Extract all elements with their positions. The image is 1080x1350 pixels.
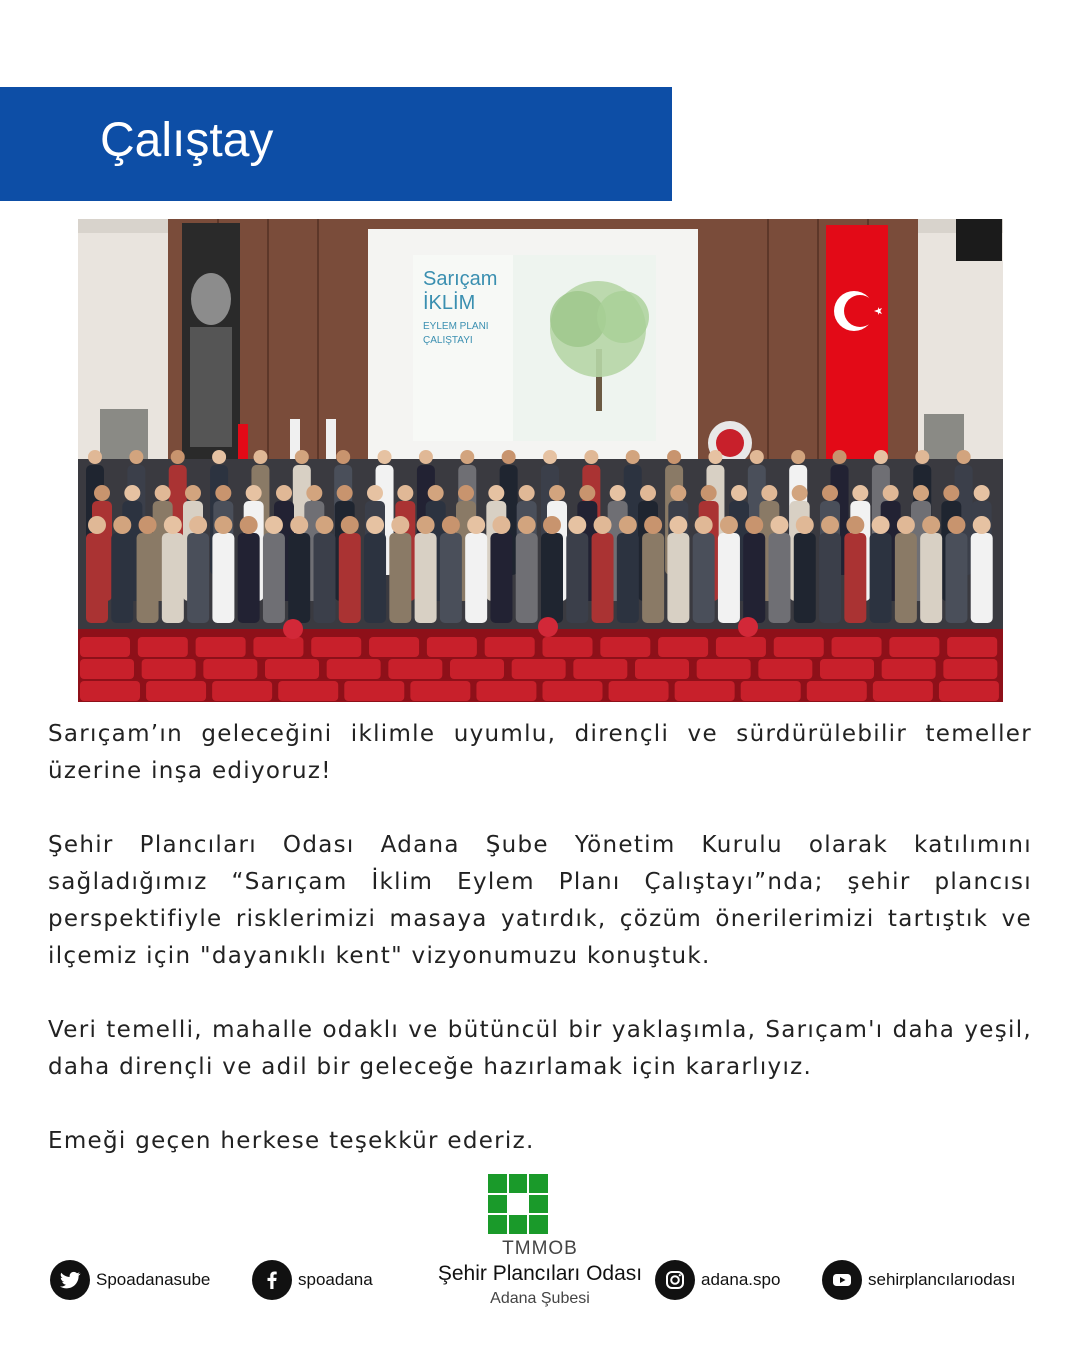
paragraph-vision: Veri temelli, mahalle odaklı ve bütüncül bir yaklaşımla, Sarıçam'ı daha yeşil, daha dirençli ve adil bir geleceğe hazırlamak için kararlıyız. (48, 1017, 1032, 1080)
attendee-head (88, 516, 106, 534)
attendee-head (212, 450, 226, 464)
attendee-head (467, 516, 485, 534)
auditorium-seat (758, 659, 812, 679)
attendee-head (94, 485, 110, 501)
attendee-figure (111, 533, 133, 623)
attendee-figure (895, 533, 917, 623)
attendee-figure (238, 533, 260, 623)
attendee-head (833, 450, 847, 464)
attendee-figure (339, 533, 361, 623)
attendee-head (139, 516, 157, 534)
auditorium-seat (203, 659, 257, 679)
attendee-figure (870, 533, 892, 623)
auditorium-seat (253, 637, 303, 657)
auditorium-seat (943, 659, 997, 679)
attendee-head (669, 516, 687, 534)
attendee-figure (769, 533, 791, 623)
twitter-link[interactable] (50, 1260, 210, 1300)
attendee-figure (718, 533, 740, 623)
twitter-handle: Spoadanasube (96, 1270, 211, 1289)
auditorium-seat (635, 659, 689, 679)
attendee-head (701, 485, 717, 501)
auditorium-seat (311, 637, 361, 657)
auditorium-seat (807, 681, 867, 701)
attendee-head (796, 516, 814, 534)
attendee-head (214, 516, 232, 534)
attendee-head (872, 516, 890, 534)
youtube-handle: sehirplancılarıodası (868, 1270, 1016, 1289)
auditorium-seat (410, 681, 470, 701)
auditorium-seat (142, 659, 196, 679)
attendee-figure (693, 533, 715, 623)
attendee-head (458, 485, 474, 501)
twitter-icon (50, 1260, 90, 1300)
attendee-head (695, 516, 713, 534)
attendee-head (442, 516, 460, 534)
attendee-head (164, 516, 182, 534)
auditorium-seat (820, 659, 874, 679)
attendee-head (670, 485, 686, 501)
attendee-figure (541, 533, 563, 623)
attendee-figure (187, 533, 209, 623)
attendee-head (667, 450, 681, 464)
page-title: Çalıştay (100, 114, 274, 167)
paragraph-participation: Şehir Plancıları Odası Adana Şube Yönetim Kurulu olarak katılımını sağladığımız “Sarıçam İklim Eylem Planı Çalıştayı”nda; şehir plancısı perspektifiyle risklerimizi masaya yatırdık, çözüm önerilerimizi tartıştık ve ilçemiz için "dayanıklı kent" vizyonumuzu konuştuk. (48, 832, 1032, 969)
attendee-head (518, 516, 536, 534)
attendee-head (366, 516, 384, 534)
auditorium-seat (80, 659, 134, 679)
attendee-head (492, 516, 510, 534)
auditorium-seat (600, 637, 650, 657)
logo-chamber-name: Şehir Plancıları Odası (437, 1262, 643, 1285)
auditorium-seat (327, 659, 381, 679)
attendee-figure (137, 533, 159, 623)
attendee-head (822, 485, 838, 501)
youtube-icon (822, 1260, 862, 1300)
facebook-icon (252, 1260, 292, 1300)
attendee-figure (415, 533, 437, 623)
attendee-figure (667, 533, 689, 623)
attendee-head (761, 485, 777, 501)
attendee-head (579, 485, 595, 501)
attendee-figure (212, 533, 234, 623)
instagram-handle: adana.spo (701, 1270, 781, 1289)
logo-tmmob: TMMOB (502, 1238, 578, 1259)
attendee-head (846, 516, 864, 534)
attendee-head (367, 485, 383, 501)
attendee-head (336, 450, 350, 464)
auditorium-seat (196, 637, 246, 657)
attendee-head (124, 485, 140, 501)
attendee-head (594, 516, 612, 534)
auditorium-seat (774, 637, 824, 657)
screen-title-3: EYLEM PLANI (423, 321, 489, 332)
attendee-figure (971, 533, 993, 623)
auditorium-seat (543, 637, 593, 657)
auditorium-seat (889, 637, 939, 657)
attendee-head (973, 516, 991, 534)
attendee-head (253, 450, 267, 464)
group-photo-illustration (78, 219, 1003, 702)
attendee-head (771, 516, 789, 534)
screen-title-4: ÇALIŞTAYI (423, 335, 473, 346)
turkish-flag (826, 225, 888, 475)
attendee-figure (945, 533, 967, 623)
screen-title-2: İKLİM (423, 292, 476, 314)
attendee-head (644, 516, 662, 534)
attendee-figure (465, 533, 487, 623)
auditorium-seat (388, 659, 442, 679)
title-banner (0, 87, 672, 201)
auditorium-seat (716, 637, 766, 657)
attendee-figure (314, 533, 336, 623)
attendee-head (306, 485, 322, 501)
auditorium-seat (873, 681, 933, 701)
attendee-head (129, 450, 143, 464)
attendee-head (88, 450, 102, 464)
auditorium-seat (939, 681, 999, 701)
attendee-head (568, 516, 586, 534)
auditorium-seat (882, 659, 936, 679)
auditorium-seat (476, 681, 536, 701)
attendee-figure (794, 533, 816, 623)
attendee-figure (566, 533, 588, 623)
youtube-link[interactable] (822, 1260, 1015, 1300)
instagram-icon (655, 1260, 695, 1300)
attendee-figure (516, 533, 538, 623)
attendee-head (290, 516, 308, 534)
auditorium-seat (80, 681, 140, 701)
attendee-figure (819, 533, 841, 623)
attendee-figure (592, 533, 614, 623)
attendee-head (791, 450, 805, 464)
auditorium-seat (832, 637, 882, 657)
attendee-head (189, 516, 207, 534)
attendee-head (391, 516, 409, 534)
auditorium-seat (212, 681, 272, 701)
attendee-head (897, 516, 915, 534)
attendee-head (460, 450, 474, 464)
attendee-figure (642, 533, 664, 623)
attendee-figure (440, 533, 462, 623)
attendee-head (171, 450, 185, 464)
attendee-figure (617, 533, 639, 623)
auditorium-seat (146, 681, 206, 701)
auditorium-seat (573, 659, 627, 679)
attendee-head (821, 516, 839, 534)
instagram-link[interactable] (655, 1260, 780, 1300)
attendee-head (316, 516, 334, 534)
attendee-head (943, 485, 959, 501)
auditorium-seat (485, 637, 535, 657)
attendee-head (915, 450, 929, 464)
attendee-head (397, 485, 413, 501)
auditorium-seat (675, 681, 735, 701)
attendee-head (947, 516, 965, 534)
attendee-head (974, 485, 990, 501)
attendee-head (155, 485, 171, 501)
attendee-figure (389, 533, 411, 623)
attendee-head (185, 485, 201, 501)
attendee-head (750, 450, 764, 464)
attendee-head (341, 516, 359, 534)
attendee-figure (844, 533, 866, 623)
spo-logo-icon (488, 1174, 548, 1234)
logo-branch: Adana Şubesi (490, 1290, 590, 1307)
attendee-head (543, 450, 557, 464)
attendee-head (519, 485, 535, 501)
attendee-head (113, 516, 131, 534)
auditorium-seat (278, 681, 338, 701)
attendee-head (276, 485, 292, 501)
facebook-link[interactable] (252, 1260, 373, 1300)
attendee-head (543, 516, 561, 534)
attendee-head (922, 516, 940, 534)
attendee-head (549, 485, 565, 501)
attendee-head (610, 485, 626, 501)
auditorium-seat (512, 659, 566, 679)
auditorium-seat (697, 659, 751, 679)
footer (0, 1170, 1080, 1350)
auditorium-seat (344, 681, 404, 701)
post-body (48, 716, 1032, 1197)
attendee-head (215, 485, 231, 501)
paragraph-intro: Sarıçam’ın geleceğini iklimle uyumlu, dirençli ve sürdürülebilir temeller üzerine inşa ediyoruz! (48, 721, 1032, 784)
auditorium-seat (658, 637, 708, 657)
attendee-head (731, 485, 747, 501)
attendee-head (852, 485, 868, 501)
attendee-head (246, 485, 262, 501)
attendee-head (419, 450, 433, 464)
attendee-figure (288, 533, 310, 623)
attendee-head (619, 516, 637, 534)
attendee-figure (490, 533, 512, 623)
attendee-figure (920, 533, 942, 623)
facebook-handle: spoadana (298, 1270, 373, 1289)
attendee-head (265, 516, 283, 534)
attendee-head (745, 516, 763, 534)
auditorium-seat (609, 681, 669, 701)
attendee-head (792, 485, 808, 501)
attendee-figure (364, 533, 386, 623)
auditorium-seat (741, 681, 801, 701)
attendee-head (240, 516, 258, 534)
attendee-figure (743, 533, 765, 623)
attendee-figure (86, 533, 108, 623)
attendee-head (720, 516, 738, 534)
attendee-head (913, 485, 929, 501)
attendee-head (295, 450, 309, 464)
attendee-head (883, 485, 899, 501)
attendee-head (488, 485, 504, 501)
paragraph-thanks: Emeği geçen herkese teşekkür ederiz. (48, 1128, 535, 1154)
attendee-head (957, 450, 971, 464)
attendee-head (874, 450, 888, 464)
attendee-head (640, 485, 656, 501)
auditorium-seat (543, 681, 603, 701)
auditorium-seat (80, 637, 130, 657)
auditorium-seat (450, 659, 504, 679)
attendee-figure (162, 533, 184, 623)
attendee-head (502, 450, 516, 464)
attendee-head (417, 516, 435, 534)
attendee-head (584, 450, 598, 464)
attendee-figure (263, 533, 285, 623)
attendee-head (337, 485, 353, 501)
auditorium-seat (947, 637, 997, 657)
screen-title-1: Sarıçam (423, 268, 498, 290)
auditorium-seat (369, 637, 419, 657)
auditorium-seat (427, 637, 477, 657)
attendee-head (378, 450, 392, 464)
attendee-head (708, 450, 722, 464)
event-photo (78, 219, 1003, 702)
auditorium-seat (138, 637, 188, 657)
attendee-head (626, 450, 640, 464)
auditorium-seat (265, 659, 319, 679)
attendee-head (428, 485, 444, 501)
